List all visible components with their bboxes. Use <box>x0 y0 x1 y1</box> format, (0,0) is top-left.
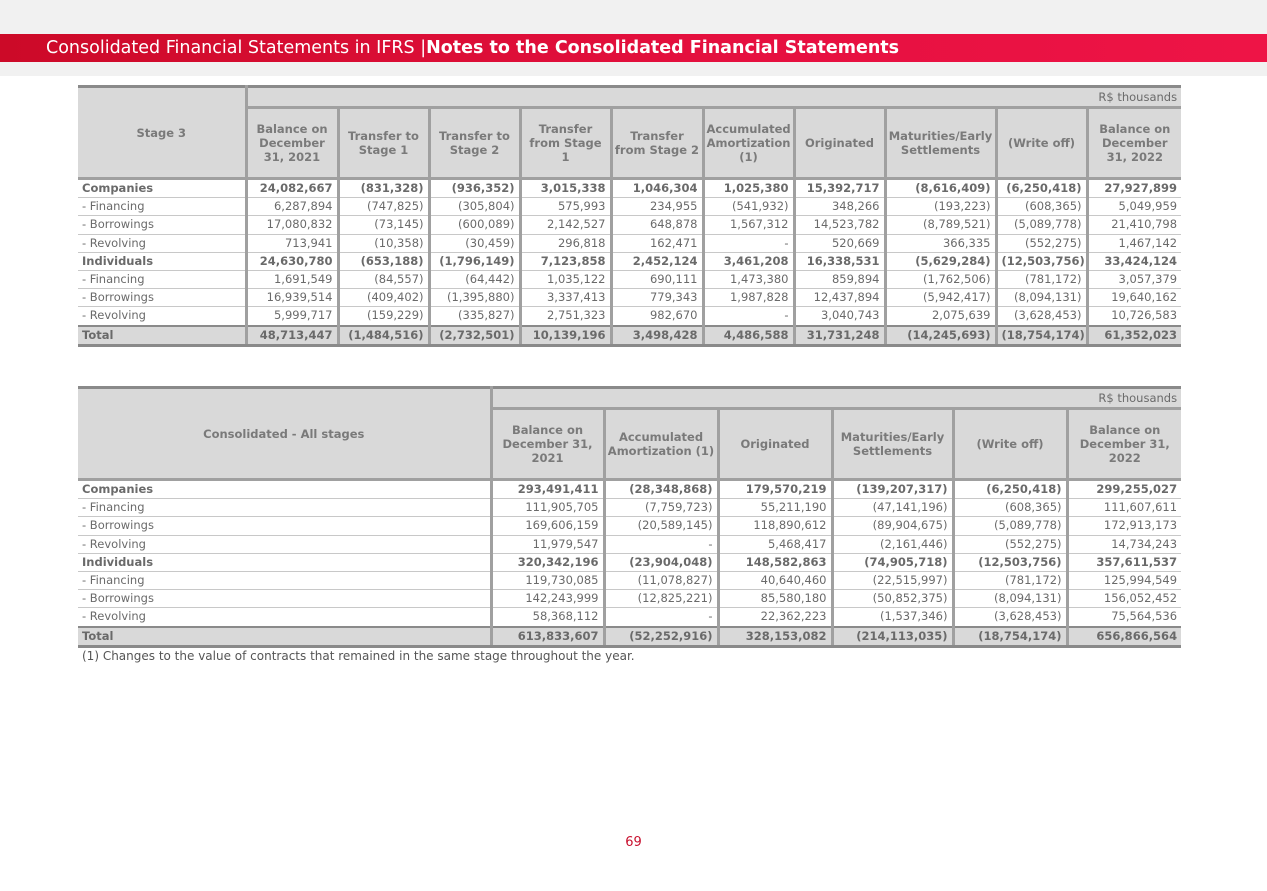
table-cell: 5,999,717 <box>246 307 338 326</box>
table-row <box>78 535 1181 553</box>
table-cell: (1,796,149) <box>429 252 520 270</box>
row-label: - Financing <box>78 571 491 589</box>
table-cell: (84,557) <box>338 270 429 288</box>
column-header: Maturities/Early Settlements <box>832 409 953 480</box>
table-cell: 33,424,124 <box>1087 252 1181 270</box>
table-cell: 48,713,447 <box>246 326 338 346</box>
table-cell: 118,890,612 <box>718 517 832 535</box>
table-cell: (552,275) <box>953 535 1067 553</box>
table-cell: 982,670 <box>611 307 703 326</box>
column-header: Originated <box>794 108 885 179</box>
table-row <box>78 216 1181 234</box>
row-label: Individuals <box>78 252 246 270</box>
table-cell: 3,040,743 <box>794 307 885 326</box>
table-cell: 172,913,173 <box>1067 517 1181 535</box>
table-cell: 1,025,380 <box>703 179 794 198</box>
table-row <box>78 198 1181 216</box>
table-row <box>78 590 1181 608</box>
table-cell: 3,498,428 <box>611 326 703 346</box>
table-cell: 61,352,023 <box>1087 326 1181 346</box>
table-cell: 14,734,243 <box>1067 535 1181 553</box>
table-cell: 3,461,208 <box>703 252 794 270</box>
table-cell: 16,939,514 <box>246 289 338 307</box>
unit-label: R$ thousands <box>246 87 1181 108</box>
table-cell: 14,523,782 <box>794 216 885 234</box>
table-cell: (335,827) <box>429 307 520 326</box>
table-cell: (52,252,916) <box>604 627 718 647</box>
table-cell: 859,894 <box>794 270 885 288</box>
table-cell: 690,111 <box>611 270 703 288</box>
banner-strip <box>0 62 1267 76</box>
table-row <box>78 571 1181 589</box>
table-cell: - <box>703 234 794 252</box>
table-cell: - <box>604 608 718 627</box>
table-cell: (159,229) <box>338 307 429 326</box>
row-label: - Revolving <box>78 608 491 627</box>
table-cell: 1,567,312 <box>703 216 794 234</box>
table-cell: 296,818 <box>520 234 611 252</box>
table-cell: (552,275) <box>996 234 1087 252</box>
table-cell: (64,442) <box>429 270 520 288</box>
banner-section: Consolidated Financial Statements in IFRS | <box>46 38 427 58</box>
table-cell: 348,266 <box>794 198 885 216</box>
table-cell: (47,141,196) <box>832 499 953 517</box>
consolidated-table <box>78 386 1181 648</box>
table-cell: (3,628,453) <box>996 307 1087 326</box>
column-header: Transfer to Stage 2 <box>429 108 520 179</box>
table-cell: 656,866,564 <box>1067 627 1181 647</box>
table-cell: (2,161,446) <box>832 535 953 553</box>
table-cell: (139,207,317) <box>832 480 953 499</box>
table-cell: 19,640,162 <box>1087 289 1181 307</box>
table-cell: 179,570,219 <box>718 480 832 499</box>
table-cell: 75,564,536 <box>1067 608 1181 627</box>
table-cell: 328,153,082 <box>718 627 832 647</box>
table-row <box>78 553 1181 571</box>
table-cell: 21,410,798 <box>1087 216 1181 234</box>
table-cell: (8,789,521) <box>885 216 996 234</box>
table-cell: (18,754,174) <box>996 326 1087 346</box>
table-cell: 22,362,223 <box>718 608 832 627</box>
table-cell: (23,904,048) <box>604 553 718 571</box>
row-label: - Borrowings <box>78 590 491 608</box>
table-cell: 648,878 <box>611 216 703 234</box>
total-row <box>78 326 1181 346</box>
table-cell: (8,094,131) <box>996 289 1087 307</box>
table-cell: 162,471 <box>611 234 703 252</box>
table-cell: 613,833,607 <box>491 627 604 647</box>
table-cell: (5,942,417) <box>885 289 996 307</box>
table-row <box>78 499 1181 517</box>
table-row <box>78 608 1181 627</box>
unit-label: R$ thousands <box>491 388 1181 409</box>
column-header: Balance on December 31, 2021 <box>491 409 604 480</box>
table-cell: 575,993 <box>520 198 611 216</box>
table-cell: (1,395,880) <box>429 289 520 307</box>
row-label: - Borrowings <box>78 517 491 535</box>
table-cell: 58,368,112 <box>491 608 604 627</box>
table-cell: (12,825,221) <box>604 590 718 608</box>
table-cell: (6,250,418) <box>996 179 1087 198</box>
table-cell: (5,089,778) <box>953 517 1067 535</box>
table-cell: 234,955 <box>611 198 703 216</box>
table-cell: 1,987,828 <box>703 289 794 307</box>
table-cell: 1,473,380 <box>703 270 794 288</box>
table-cell: 111,607,611 <box>1067 499 1181 517</box>
table-row <box>78 179 1181 198</box>
column-header: (Write off) <box>996 108 1087 179</box>
table-cell: (781,172) <box>953 571 1067 589</box>
table-cell: 85,580,180 <box>718 590 832 608</box>
table-cell: (747,825) <box>338 198 429 216</box>
table-cell: (653,188) <box>338 252 429 270</box>
row-label: Companies <box>78 179 246 198</box>
column-header: Accumulated Amortization (1) <box>604 409 718 480</box>
table-cell: (1,537,346) <box>832 608 953 627</box>
table-cell: (3,628,453) <box>953 608 1067 627</box>
total-row <box>78 627 1181 647</box>
table-cell: (89,904,675) <box>832 517 953 535</box>
table-cell: (2,732,501) <box>429 326 520 346</box>
table-cell: (781,172) <box>996 270 1087 288</box>
table-cell: 1,046,304 <box>611 179 703 198</box>
row-label: - Revolving <box>78 234 246 252</box>
table-cell: (18,754,174) <box>953 627 1067 647</box>
table-row <box>78 480 1181 499</box>
table-cell: 24,082,667 <box>246 179 338 198</box>
table-cell: 4,486,588 <box>703 326 794 346</box>
table-cell: (6,250,418) <box>953 480 1067 499</box>
row-label: Total <box>78 627 491 647</box>
table-row <box>78 234 1181 252</box>
table-row <box>78 517 1181 535</box>
table-cell: (1,484,516) <box>338 326 429 346</box>
table-cell: 17,080,832 <box>246 216 338 234</box>
table-cell: 111,905,705 <box>491 499 604 517</box>
table-cell: 55,211,190 <box>718 499 832 517</box>
table-cell: (50,852,375) <box>832 590 953 608</box>
banner-title: Notes to the Consolidated Financial Statements <box>426 38 900 58</box>
table-cell: 6,287,894 <box>246 198 338 216</box>
table-cell: (10,358) <box>338 234 429 252</box>
table-cell: 7,123,858 <box>520 252 611 270</box>
table-cell: (11,078,827) <box>604 571 718 589</box>
table-cell: 1,467,142 <box>1087 234 1181 252</box>
table-cell: 5,468,417 <box>718 535 832 553</box>
table-cell: (409,402) <box>338 289 429 307</box>
table-cell: (74,905,718) <box>832 553 953 571</box>
table-cell: 5,049,959 <box>1087 198 1181 216</box>
table-cell: 779,343 <box>611 289 703 307</box>
table-cell: 169,606,159 <box>491 517 604 535</box>
consolidated-corner-label: Consolidated - All stages <box>78 388 491 480</box>
table-cell: 119,730,085 <box>491 571 604 589</box>
table-cell: 148,582,863 <box>718 553 832 571</box>
column-header: Balance on December 31, 2021 <box>246 108 338 179</box>
table-cell: 11,979,547 <box>491 535 604 553</box>
row-label: - Borrowings <box>78 289 246 307</box>
column-header: Transfer to Stage 1 <box>338 108 429 179</box>
column-header: Balance on December 31, 2022 <box>1067 409 1181 480</box>
table-cell: 3,015,338 <box>520 179 611 198</box>
row-label: - Revolving <box>78 535 491 553</box>
table-cell: 1,035,122 <box>520 270 611 288</box>
table-row <box>78 289 1181 307</box>
table-cell: 12,437,894 <box>794 289 885 307</box>
table-cell: 1,691,549 <box>246 270 338 288</box>
table-cell: (214,113,035) <box>832 627 953 647</box>
table-cell: (8,616,409) <box>885 179 996 198</box>
table-cell: (28,348,868) <box>604 480 718 499</box>
table-cell: - <box>604 535 718 553</box>
table-cell: 27,927,899 <box>1087 179 1181 198</box>
table-cell: 10,726,583 <box>1087 307 1181 326</box>
table-cell: 293,491,411 <box>491 480 604 499</box>
column-header: Accumulated Amortization (1) <box>703 108 794 179</box>
row-label: Individuals <box>78 553 491 571</box>
row-label: - Borrowings <box>78 216 246 234</box>
table-row <box>78 270 1181 288</box>
table-cell: 24,630,780 <box>246 252 338 270</box>
table-cell: (193,223) <box>885 198 996 216</box>
column-header: (Write off) <box>953 409 1067 480</box>
table-cell: - <box>703 307 794 326</box>
row-label: Companies <box>78 480 491 499</box>
table-cell: (7,759,723) <box>604 499 718 517</box>
table-cell: (30,459) <box>429 234 520 252</box>
table-cell: 10,139,196 <box>520 326 611 346</box>
top-margin <box>0 0 1267 34</box>
table-cell: 357,611,537 <box>1067 553 1181 571</box>
table-cell: 2,751,323 <box>520 307 611 326</box>
table-row <box>78 307 1181 326</box>
table-cell: 15,392,717 <box>794 179 885 198</box>
table-cell: 125,994,549 <box>1067 571 1181 589</box>
row-label: - Revolving <box>78 307 246 326</box>
table-row <box>78 252 1181 270</box>
table-cell: (936,352) <box>429 179 520 198</box>
table-cell: 40,640,460 <box>718 571 832 589</box>
column-header: Maturities/Early Settlements <box>885 108 996 179</box>
table-cell: (600,089) <box>429 216 520 234</box>
table-cell: (1,762,506) <box>885 270 996 288</box>
footnote: (1) Changes to the value of contracts that remained in the same stage throughout the year. <box>82 649 635 663</box>
stage3-table <box>78 85 1181 347</box>
table-cell: 520,669 <box>794 234 885 252</box>
section-banner <box>0 34 1267 62</box>
table-cell: 2,075,639 <box>885 307 996 326</box>
stage3-corner-label: Stage 3 <box>78 87 246 179</box>
table-cell: (73,145) <box>338 216 429 234</box>
table-cell: (608,365) <box>996 198 1087 216</box>
page-number: 69 <box>625 835 642 850</box>
table-cell: 366,335 <box>885 234 996 252</box>
table-cell: 299,255,027 <box>1067 480 1181 499</box>
row-label: Total <box>78 326 246 346</box>
column-header: Transfer from Stage 2 <box>611 108 703 179</box>
table-cell: 713,941 <box>246 234 338 252</box>
row-label: - Financing <box>78 499 491 517</box>
row-label: - Financing <box>78 270 246 288</box>
table-cell: 2,142,527 <box>520 216 611 234</box>
table-cell: (541,932) <box>703 198 794 216</box>
table-cell: (608,365) <box>953 499 1067 517</box>
table-cell: 3,057,379 <box>1087 270 1181 288</box>
column-header: Originated <box>718 409 832 480</box>
table-cell: 16,338,531 <box>794 252 885 270</box>
table-cell: (5,089,778) <box>996 216 1087 234</box>
column-header: Balance on December 31, 2022 <box>1087 108 1181 179</box>
table-cell: (12,503,756) <box>996 252 1087 270</box>
table-cell: (12,503,756) <box>953 553 1067 571</box>
table-cell: (22,515,997) <box>832 571 953 589</box>
table-cell: (14,245,693) <box>885 326 996 346</box>
table-cell: 3,337,413 <box>520 289 611 307</box>
table-cell: (5,629,284) <box>885 252 996 270</box>
column-header: Transfer from Stage 1 <box>520 108 611 179</box>
table-cell: 320,342,196 <box>491 553 604 571</box>
table-cell: (305,804) <box>429 198 520 216</box>
table-cell: (8,094,131) <box>953 590 1067 608</box>
row-label: - Financing <box>78 198 246 216</box>
table-cell: 31,731,248 <box>794 326 885 346</box>
table-cell: 142,243,999 <box>491 590 604 608</box>
table-cell: (20,589,145) <box>604 517 718 535</box>
table-cell: 2,452,124 <box>611 252 703 270</box>
table-cell: (831,328) <box>338 179 429 198</box>
table-cell: 156,052,452 <box>1067 590 1181 608</box>
